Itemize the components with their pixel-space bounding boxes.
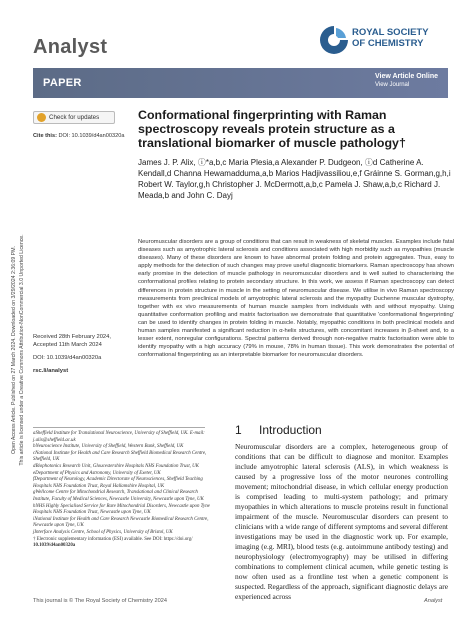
article-history [33,333,133,375]
copyright-footer: This journal is © The Royal Society of Chemistry 2024 [33,598,167,604]
publisher-name-line1: ROYAL SOCIETY [352,27,429,38]
section-number: 1 [235,423,242,437]
article-type: PAPER [43,77,82,89]
affiliation-item: iNational Institute for Health and Care Research Newcastle Biomedical Research Centre, Newcastle upon Tyne, UK [33,516,209,529]
view-article-online-link[interactable]: View Article Online [374,73,438,80]
journal-name: Analyst [33,36,108,58]
esi-doi-link[interactable]: 10.1039/d4an00320a [33,543,76,549]
esi-note: † Electronic supplementary information (ESI) available. See DOI: https://doi.org/ [33,536,193,542]
publisher-logo[interactable] [318,24,448,66]
cite-label: Cite this: [33,133,57,139]
publisher-name-line2: OF CHEMISTRY [352,38,424,49]
affiliation-item: jInterface Analysis Centre, School of Physics, University of Bristol, UK [33,529,173,535]
license-note[interactable]: This article is licensed under a Creative Commons Attribution-NonCommercial 3.0 Unported Licence. [19,234,25,466]
accepted-date: Accepted 11th March 2024 [33,342,102,348]
affiliation-item: cNational Institute for Health and Care Research Sheffield Biomedical Research Centre, Sheffield, UK [33,450,207,463]
affiliation-item: dBiophotonics Research Unit, Gloucestershire Hospitals NHS Foundation Trust, UK [33,463,199,469]
affiliation-item: aSheffield Institute for Translational Neuroscience, University of Sheffield, UK. E-mail: j.alix@sheffield.ac.uk [33,431,205,443]
rsc-logo-icon [318,24,350,56]
author-list[interactable]: James J. P. Alix, ⓘ*a,b,c Maria Plesia,a Alexander P. Dudgeon, ⓘd Catherine A. Kendall,d Channa Hewamadduma,a,b Marios Hadjivassiliou,e,f Gráinne S. Gorman,g,h,i Robert W. Taylor,g,h Christopher J. McDermott,a,b,c Pamela J. Shaw,a,b,c Richard J. Meada,b and John C. Dayj [138,158,451,200]
affiliation-item: gWellcome Centre for Mitochondrial Research, Translational and Clinical Research Institute, Faculty of Medical Sciences, Newcastle University, Newcastle upon Tyne, UK [33,490,204,502]
journal-footer: Analyst [424,598,443,604]
affiliations [33,431,211,550]
introduction-body: Neuromuscular disorders are a complex, heterogeneous group of conditions that can be difficult to diagnose and monitor. Examples include amyotrophic lateral sclerosis (ALS), in which weakness is caused by a progressive loss of the motor neurones controlling movement; mitochondrial disease, in which cellular energy production is comprised leading to multi-system pathology; and primary myopathies in which alterations to muscle proteins result in functional impairment of the muscle. Neuromuscular disorders can present to clinicians with a wide range of different symptoms and several different investigations may be used in the diagnostic work up. For example, imaging (e.g. MRI), blood tests (e.g. autoimmune antibody testing) and neurophysiology (electromyography) may be utilised in differing combinations to complement clinical acumen, while genetic testing is now often used as a frontline test when a genetic component is suspected. Regardless of the approach, significant diagnostic delays are experienced across [235,442,448,601]
license-sidebar [9,70,29,620]
affiliation-item: eDepartment of Physics and Astronomy, University of Exeter, UK [33,470,161,476]
section-title: Introduction [259,423,322,437]
affiliation-divider [33,427,205,428]
update-check-icon [37,113,46,122]
article-title: Conformational fingerprinting with Raman spectroscopy reveals protein structure as a translational biomarker of muscle pathology† [138,108,406,150]
check-for-updates-button[interactable] [33,111,115,124]
affiliation-item: hNHS Highly Specialised Service for Rare Mitochondrial Disorders, Newcastle upon Tyne Hospitals NHS Foundation Trust, Newcastle upon Tyne, UK [33,503,210,516]
cite-this [33,133,124,139]
open-access-note[interactable]: Open Access Article. Published on 27 March 2024. Downloaded on 3/29/2024 2:36:09 PM. [11,246,17,454]
journal-site-link[interactable]: rsc.li/analyst [33,368,69,374]
article-banner [33,68,448,98]
affiliation-item: bNeuroscience Institute, University of Sheffield, Western Bank, Sheffield, UK [33,444,184,450]
check-for-updates-label: Check for updates [49,114,100,121]
affiliation-item: fDepartment of Neurology, Academic Directorate of Neurosciences, Sheffield Teaching Hospitals NHS Foundation Trust, Royal Hallamshire Hospital, UK [33,477,203,489]
article-doi[interactable]: DOI: 10.1039/d4an00320a [33,355,102,361]
view-journal-link[interactable]: View Journal [374,82,410,88]
abstract: Neuromuscular disorders are a group of conditions that can result in weakness of skeletal muscles. Examples include fatal diseases such as amyotrophic lateral sclerosis and conditions associated with high morbidity such as myopathies (muscle diseases). Many of these disorders are known to have abnormal protein folding and protein aggregates. Thus, easy to apply methods for the detection of such changes may prove useful diagnostic biomarkers. Raman spectroscopy has shown early promise in the detection of muscle pathology in neuromuscular disorders and is well suited to characterising the conformational profiles relating to protein secondary structure. In this work, we assess if Raman spectroscopy can detect differences in protein structure in muscle in the setting of neuromuscular disease. We utilise in vivo Raman spectroscopy measurements from preclinical models of amyotrophic lateral sclerosis and the myopathy Duchenne muscular dystrophy, together with ex vivo measurements of human muscle samples from individuals with and without myopathy. Using quantitative conformation profiling and matrix factorisation we demonstrate that quantitative 'conformational fingerprinting' can be used to identify changes in protein folding in muscle. Notably, myopathic conditions in both preclinical models and human samples manifested a significant reduction in α-helix structures, with concomitant increases in β-sheet and, to a lesser extent, nonregular configurations. Spectral patterns derived through non-negative matrix factorisation were able to identify myopathy with a high accuracy (79% in mouse, 78% in human tissue). This work demonstrates the potential of conformational fingerprinting as an interpretable biomarker for neuromuscular disorders. [138,239,454,359]
cite-doi[interactable]: DOI: 10.1039/d4an00320a [58,133,125,139]
received-date: Received 28th February 2024, [33,334,111,340]
